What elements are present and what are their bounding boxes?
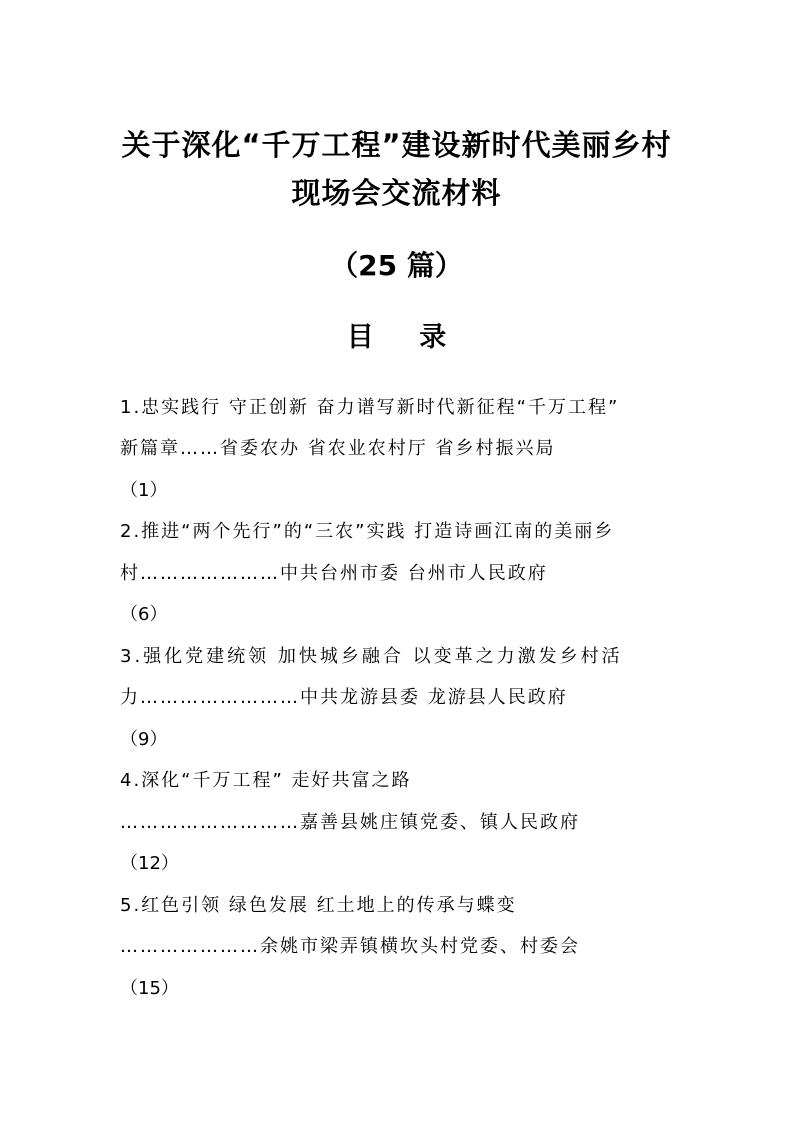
toc-entry-3-page: （9） (120, 729, 168, 750)
toc-entry-2-page: （6） (120, 604, 168, 625)
toc-entry-1-line-1: 1.忠实践行 守正创新 奋力谱写新时代新征程“千万工程” (120, 397, 620, 418)
toc-entry-1-page: （1） (120, 480, 168, 501)
toc-entry-3-line-1: 3.强化党建统领 加快城乡融合 以变革之力激发乡村活 (120, 646, 623, 667)
toc-entry-2-line-2: 村…………………中共台州市委 台州市人民政府 (120, 563, 548, 584)
toc-entry-4-line-1: 4.深化“千万工程” 走好共富之路 (120, 770, 412, 791)
toc-entry-5-line-1: 5.红色引领 绿色发展 红土地上的传承与蝶变 (120, 895, 517, 916)
document-title-line-2: 现场会交流材料 (291, 176, 502, 210)
toc-entry-5-line-2: …………………余姚市梁弄镇横坎头村党委、村委会 (120, 936, 580, 957)
article-count-subtitle: （25 篇） (330, 249, 463, 282)
toc-entry-5-page: （15） (120, 978, 179, 999)
toc-entry-4-page: （12） (120, 853, 179, 874)
toc-entry-2-line-1: 2.推进“两个先行”的“三农”实践 打造诗画江南的美丽乡 (120, 521, 615, 542)
document-title-line-1: 关于深化“千万工程”建设新时代美丽乡村 (121, 128, 672, 162)
toc-entry-3-line-2: 力……………………中共龙游县委 龙游县人民政府 (120, 687, 568, 708)
toc-entry-1-line-2: 新篇章……省委农办 省农业农村厅 省乡村振兴局 (120, 438, 556, 459)
toc-entry-4-line-2: ………………………嘉善县姚庄镇党委、镇人民政府 (120, 812, 580, 833)
toc-heading: 目 录 (346, 322, 465, 353)
